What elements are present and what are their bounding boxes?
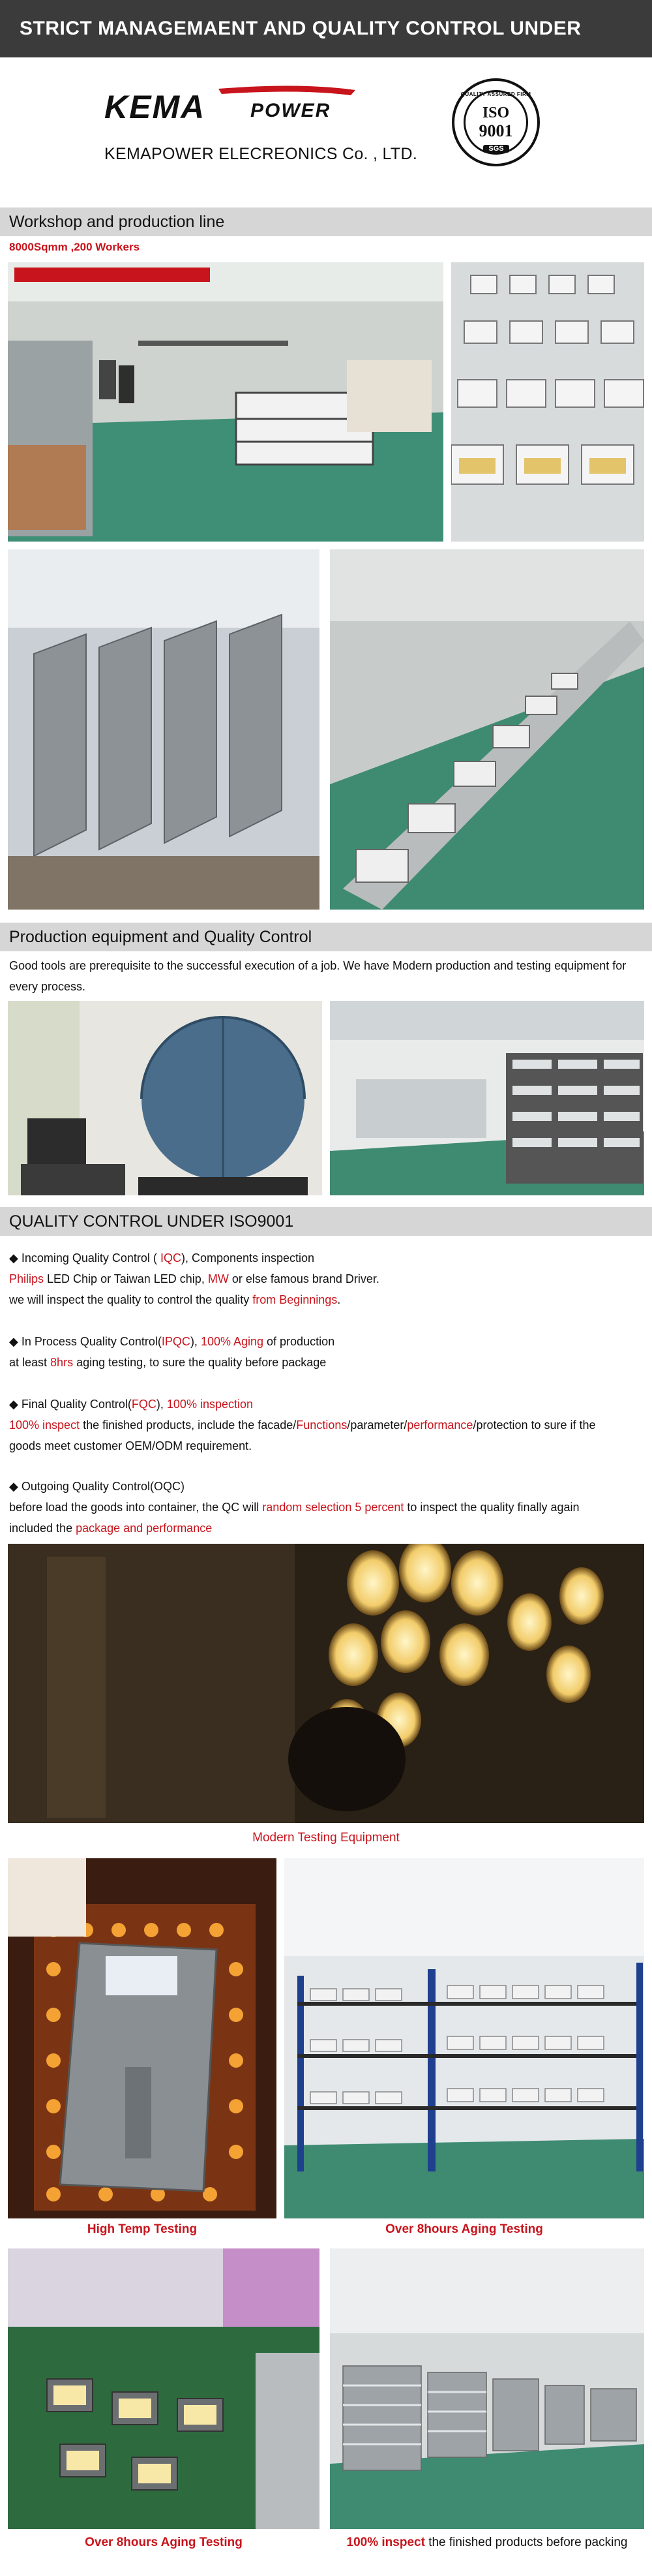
caption-aging-2: Over 8hours Aging Testing	[85, 2536, 243, 2549]
bullet-icon: ◆	[9, 1251, 18, 1265]
photo-solar-racks	[8, 549, 319, 910]
photo-streetlight-rows	[451, 262, 644, 542]
section-workshop	[0, 207, 652, 236]
bullet-icon: ◆	[9, 1398, 18, 1411]
qc-fqc-line3: goods meet customer OEM/ODM requirement.	[9, 1439, 252, 1452]
qc-iqc-block	[9, 1248, 645, 1310]
company-logo	[104, 85, 365, 125]
photo-aging-lights	[8, 2248, 319, 2529]
photo-high-temp	[8, 1858, 276, 2218]
company-name: KEMAPOWER ELECREONICS Co. , LTD.	[104, 145, 418, 163]
qc-oqc-block	[9, 1476, 645, 1539]
qc-fqc-line2: 100% inspect the finished products, include the facade/Functions/parameter/performance/protection to sure if the	[9, 1418, 596, 1432]
caption-finished-products: 100% inspect the finished products before packing	[346, 2536, 628, 2549]
production-text: Good tools are prerequisite to the successful execution of a job. We have Modern production and testing equipment for every process.	[9, 959, 627, 993]
caption-high-temp: High Temp Testing	[87, 2222, 198, 2236]
qc-oqc-line2: before load the goods into container, the QC will random selection 5 percent to inspect the quality finally again	[9, 1501, 580, 1514]
photo-modern-testing	[8, 1544, 644, 1823]
section-production	[0, 923, 652, 951]
qc-fqc-line1: ◆ Final Quality Control(FQC), 100% inspection	[9, 1398, 253, 1411]
section-qc	[0, 1207, 652, 1236]
bullet-icon: ◆	[9, 1480, 18, 1493]
photo-aging-racks	[284, 1858, 644, 2218]
banner-title: STRICT MANAGEMAENT AND QUALITY CONTROL UNDER ISO9001	[20, 18, 582, 97]
photo-finished-products	[330, 2248, 644, 2529]
qc-ipqc-line2: at least 8hrs aging testing, to sure the quality before package	[9, 1356, 327, 1369]
qc-ipqc-block	[9, 1331, 645, 1373]
workshop-subheading: 8000Sqmm ,200 Workers	[9, 241, 140, 253]
section-production-title: Production equipment and Quality Control	[9, 928, 312, 946]
caption-aging-1: Over 8hours Aging Testing	[385, 2222, 543, 2236]
qc-iqc-line2: Philips LED Chip or Taiwan LED chip, MW or else famous brand Driver.	[9, 1272, 379, 1285]
photo-workshop-floor	[8, 262, 443, 542]
photo-production-line	[330, 549, 644, 910]
qc-fqc-block	[9, 1394, 645, 1456]
section-qc-title: QUALITY CONTROL UNDER ISO9001	[9, 1212, 294, 1231]
qc-ipqc-line1: ◆ In Process Quality Control(IPQC), 100% Aging of production	[9, 1335, 335, 1348]
photo-aging-room	[330, 1001, 644, 1195]
logo-main: KEMA	[104, 89, 206, 125]
logo-sub: POWER	[250, 100, 331, 121]
iso-seal	[452, 78, 540, 166]
bullet-icon: ◆	[9, 1335, 18, 1348]
seal-iso-text: ISO	[482, 104, 510, 121]
photo-integrating-sphere	[8, 1001, 322, 1195]
qc-oqc-line1: ◆ Outgoing Quality Control(OQC)	[9, 1480, 185, 1493]
qc-iqc-line1: ◆ Incoming Quality Control ( IQC), Components inspection	[9, 1251, 315, 1265]
seal-num-text: 9001	[479, 121, 513, 140]
seal-top-text: QUALITY ASSURED FIRM	[460, 91, 531, 97]
section-workshop-title: Workshop and production line	[9, 213, 225, 231]
caption-modern-testing: Modern Testing Equipment	[252, 1831, 400, 1845]
qc-iqc-line3: we will inspect the quality to control the quality from Beginnings.	[9, 1293, 341, 1306]
seal-sgs-text: SGS	[483, 145, 509, 153]
qc-oqc-line3: included the package and performance	[9, 1522, 213, 1535]
